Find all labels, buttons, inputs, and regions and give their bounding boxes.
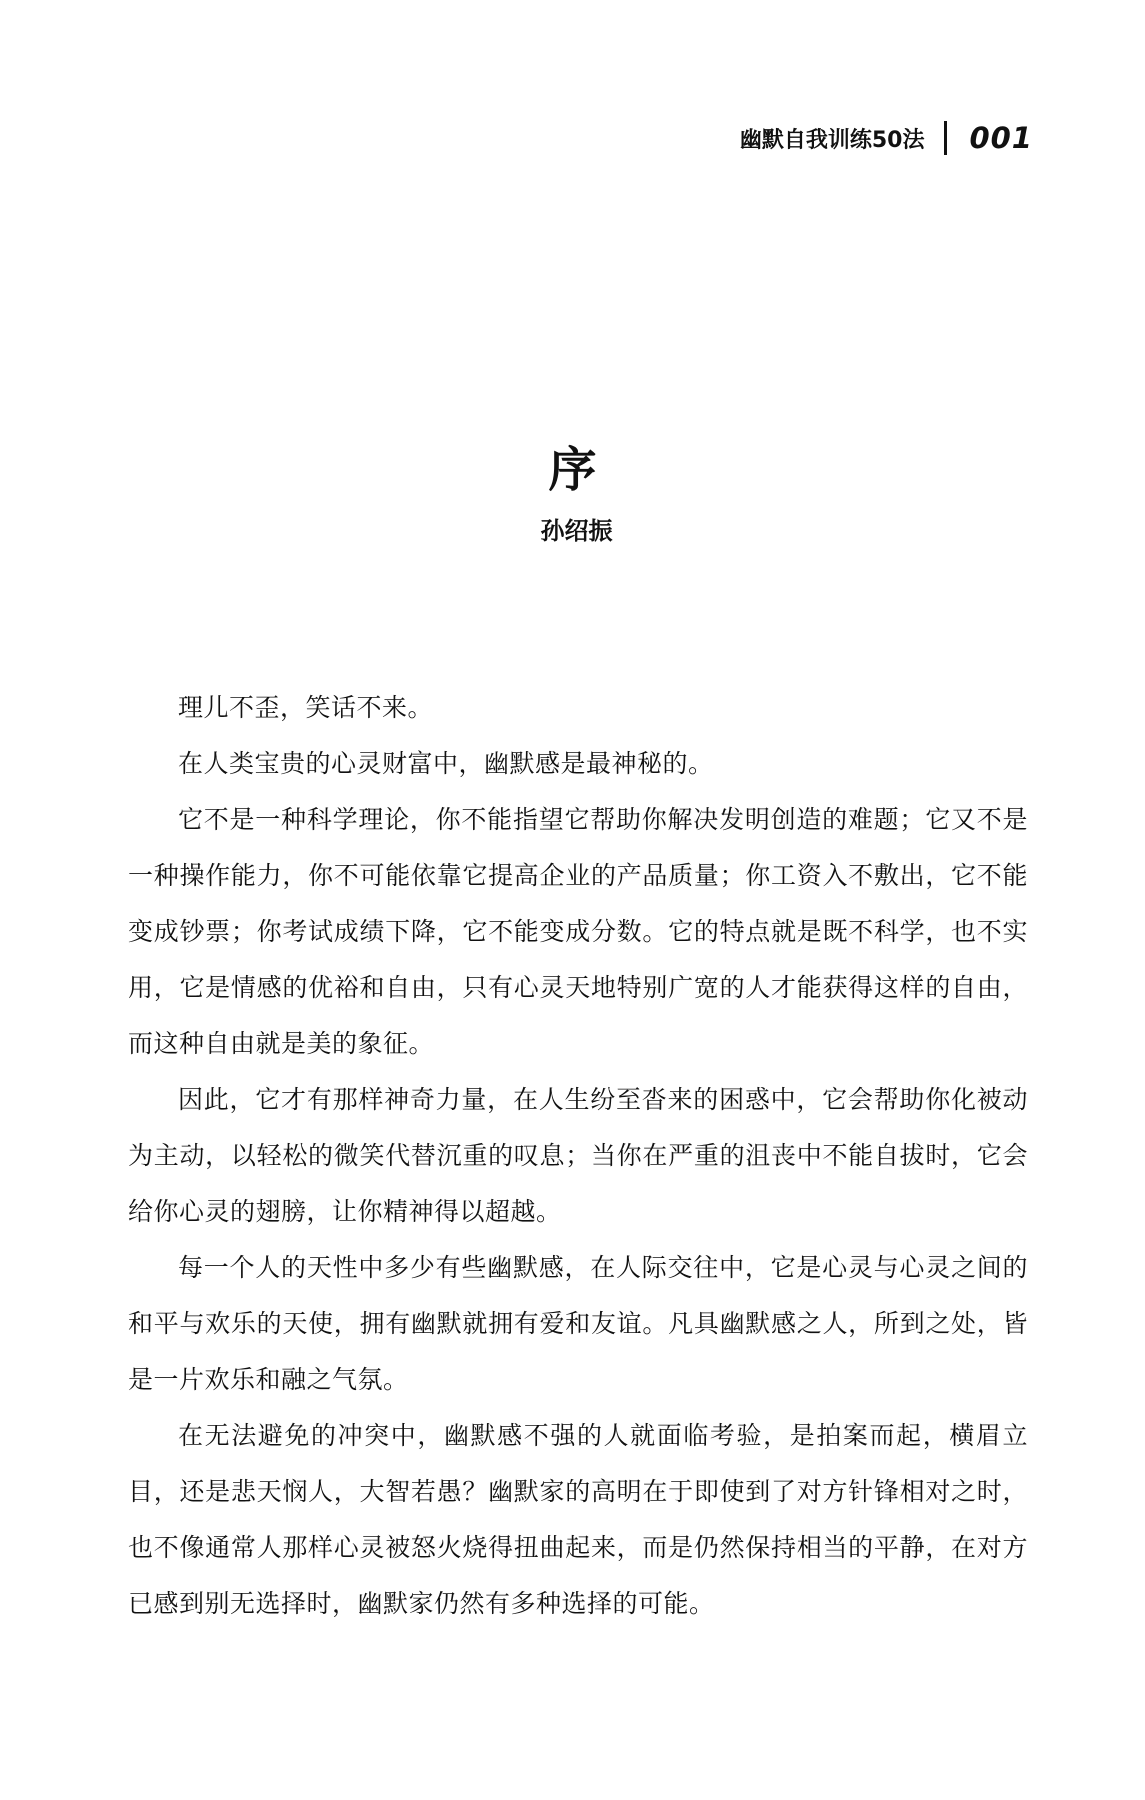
running-head xyxy=(740,118,1033,158)
paragraph: 每一个人的天性中多少有些幽默感，在人际交往中，它是心灵与心灵之间的和平与欢乐的天使，拥有幽默就拥有爱和友谊。凡具幽默感之人，所到之处，皆是一片欢乐和融之气氛。 xyxy=(128,1253,1028,1394)
page-number: 001 xyxy=(969,121,1033,155)
header-divider xyxy=(944,121,947,155)
preface-title: 序 xyxy=(548,442,597,498)
paragraph: 它不是一种科学理论，你不能指望它帮助你解决发明创造的难题；它又不是一种操作能力，你不可能依靠它提高企业的产品质量；你工资入不敷出，它不能变成钞票；你考试成绩下降，它不能变成分数。它的特点就是既不科学，也不实用，它是情感的优裕和自由，只有心灵天地特别广宽的人才能获得这样的自由，而这种自由就是美的象征。 xyxy=(128,805,1028,1058)
paragraph: 在无法避免的冲突中，幽默感不强的人就面临考验，是拍案而起，横眉立目，还是悲天悯人，大智若愚？幽默家的高明在于即使到了对方针锋相对之时，也不像通常人那样心灵被怒火烧得扭曲起来，而是仍然保持相当的平静，在对方已感到别无选择时，幽默家仍然有多种选择的可能。 xyxy=(128,1421,1028,1618)
author-name: 孙绍振 xyxy=(540,516,613,545)
paragraph: 在人类宝贵的心灵财富中，幽默感是最神秘的。 xyxy=(178,749,714,778)
paragraph: 因此，它才有那样神奇力量，在人生纷至沓来的困惑中，它会帮助你化被动为主动，以轻松的微笑代替沉重的叹息；当你在严重的沮丧中不能自拔时，它会给你心灵的翅膀，让你精神得以超越。 xyxy=(128,1085,1028,1226)
body-text xyxy=(128,680,1028,1632)
paragraph: 理儿不歪，笑话不来。 xyxy=(178,693,434,722)
book-title: 幽默自我训练50法 xyxy=(739,127,925,153)
